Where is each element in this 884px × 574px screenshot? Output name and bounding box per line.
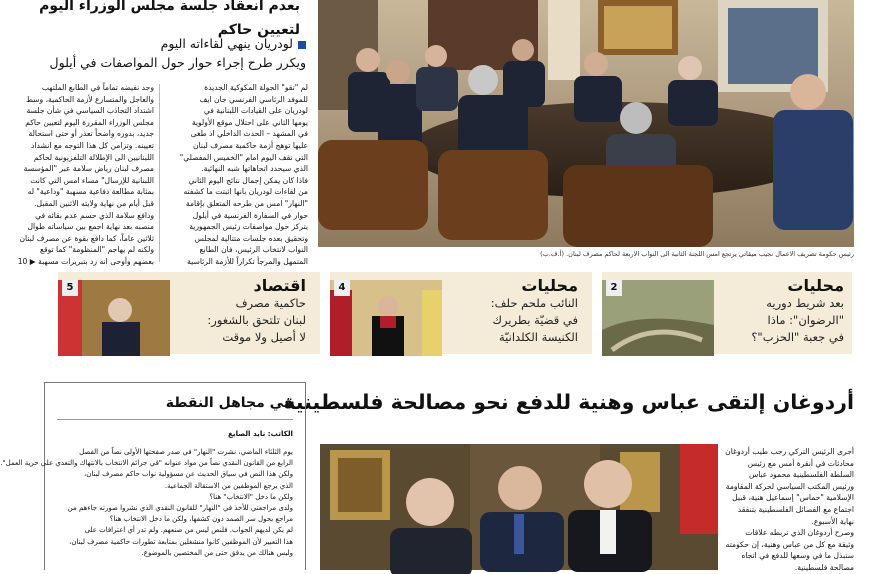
body-text-line: ورئيس المكتب السياسي لحركة المقاومة bbox=[725, 481, 854, 491]
body-text-line: لم يكن لديهم الجواب. فلنص ليس من صنعهم. ولم تدر أي اعترافات على bbox=[84, 526, 293, 535]
body-text-line: قبل أيام من نهاية ولايته الاثنين المقبل. bbox=[34, 198, 154, 208]
teaser-text-line: في قضيّة بطريرك bbox=[492, 313, 578, 327]
second-headline: أردوغان إلتقى عباس وهنية للدفع نحو مصالحة فلسطينية bbox=[283, 390, 854, 414]
body-text-line: والعاجل والمتسارع لأزمة الحاكمية، وسط bbox=[25, 94, 154, 104]
teaser-local-2[interactable] bbox=[330, 272, 592, 354]
body-text-line: المتمهل والمرجأ تكراراً للأزمة الرئاسية bbox=[187, 256, 308, 266]
sub-headline bbox=[16, 34, 306, 73]
body-text-line: محادثات في أنقرة أمس مع رئيس bbox=[747, 458, 854, 468]
body-text-line: هذا التعبير لأن الموظفين كانوا منشغلين بمتابعة تطورات حاكمية مصرف لبنان، bbox=[69, 537, 293, 546]
opinion-title-rule bbox=[57, 419, 293, 420]
body-text-line: لودريان على القيادات اللبنانية في bbox=[203, 106, 308, 116]
top-story-body-left bbox=[14, 82, 154, 264]
body-text-line: مجلس الوزراء المقررة اليوم لتعيين حاكم bbox=[25, 117, 154, 127]
body-text-line: يوم الثلثاء الماضي، نشرت "النهار" في صدر صفحتها الأولى نصاً من الفصل bbox=[79, 448, 293, 456]
body-text-line: ستبذل ما في وسعها للدفع في اتجاه bbox=[741, 551, 854, 561]
body-text-line: وثيقة مع كل من عباس وهنية، إن حكومته bbox=[725, 539, 854, 549]
body-text-line: بعضهم وأوحى انه رد بتبريرات مسهبة ▶ 10 bbox=[17, 256, 154, 266]
teaser-text-line: بعد شريط دوريه bbox=[766, 296, 844, 310]
teaser-text-line: النائب ملحم حلف: bbox=[490, 296, 578, 310]
photo-caption: رئيس حكومة تصريف الاعمال نجيب ميقاتي يرتجع امس اللجنة الثانية الى النواب الاربعة لحاكم مصرف لبنان. (أ.ف.ب) bbox=[540, 250, 854, 258]
body-text-line: وجد نفيضه تماماً في الطابع الملتهب bbox=[41, 83, 154, 92]
body-text-line: أجرى الرئيس التركي رجب طيب أردوغان bbox=[725, 447, 854, 456]
teaser-category: محليات bbox=[521, 276, 578, 295]
body-text-line: فاذا كان يمكن إجمال نتائج اليوم الثاني bbox=[188, 175, 308, 185]
body-text-line: مصالحة فلسطينية. bbox=[794, 562, 854, 572]
body-text-line: حوار في السفارة الفرنسية في أيلول bbox=[192, 210, 308, 220]
body-text-line: جديد، بدوره واضحاً تعذر أو حتى استحالة bbox=[28, 129, 154, 139]
teaser-category: محليات bbox=[787, 276, 844, 295]
body-text-line: الرابع من القانون النقدي نصاً من مواد عنوانه "في جرائم الانتخاب بالانتهاك والتعدي على حرية العمل". bbox=[0, 459, 293, 468]
teaser-page-number: 2 bbox=[606, 280, 622, 296]
body-text-line: ولدى مراجعتي للأخذ في "النهار" للقانون النقدي الذي نشروا صورته جاءهم من bbox=[67, 504, 293, 513]
body-text-line: "النهار" امس من طرحه المتعلق بإقامة bbox=[185, 198, 308, 208]
body-text-line: للموفد الرئاسي الفرنسي جان ايف bbox=[199, 94, 308, 104]
sub-headline-line1: لودريان ينهي لقاءاته اليوم bbox=[160, 36, 293, 51]
bullet-icon bbox=[298, 41, 306, 49]
body-text-line: التي تقف اليوم امام "الخميس المفصلي" bbox=[179, 152, 308, 162]
second-story-body bbox=[726, 446, 854, 570]
column-divider bbox=[159, 84, 160, 262]
teaser-text-line: حاكمية مصرف bbox=[235, 296, 306, 310]
body-text-line: الإسلامية "حماس" إسماعيل هنية، قبيل bbox=[732, 493, 854, 503]
body-text-line: الذي يرجع الموظفين من الاستقالة الجماعية. bbox=[164, 481, 293, 490]
body-text-line: مراجع يحول سر الصمد دون كشفها، ولكن ما دخل الانتخاب هنا؟ bbox=[109, 515, 293, 524]
body-text-line: الذي سيحدد اتجاهاتها شبه النهائية. bbox=[201, 164, 308, 174]
body-text-line: النواب لانتخاب الرئيس، فان الطابع bbox=[199, 245, 308, 255]
teaser-local-1[interactable] bbox=[602, 272, 852, 354]
sub-headline-line2: ويكرر طرح إجراء حوار حول المواصفات في أيلول bbox=[49, 55, 306, 70]
body-text-line: بمثابة مطالعة دفاعية مسهبة "وداعية" له bbox=[27, 187, 154, 197]
teaser-text-line: في جعبة "الحزب"؟ bbox=[751, 330, 844, 344]
body-text-line: لم "تقو" الجولة المكوكية الجديدة bbox=[204, 83, 308, 92]
opinion-title: في مجاهل النقطة bbox=[165, 395, 293, 411]
teaser-text-line: لا أصيل ولا موقت bbox=[222, 330, 306, 344]
body-text-line: ولكن هذا النص في سياق الحديث عن مسؤولية نواب حاكم مصرف لبنان، bbox=[84, 470, 293, 479]
teaser-page-number: 5 bbox=[62, 280, 78, 296]
body-text-line: تعيينه. وتزامن كل هذا التوجه مع انشداد bbox=[30, 140, 154, 150]
body-text-line: اللبنانية للإرسال" مساء امس التي كانت bbox=[30, 175, 154, 185]
body-text-line: في المشهد – الحدث الداخلي اذ طغى bbox=[190, 129, 308, 139]
body-text-line: عليها توهج أزمة حاكمية مصرف لبنان bbox=[193, 140, 308, 150]
body-text-line: مصرف لبنان رياض سلامة عبر "المؤسسة bbox=[23, 164, 154, 174]
body-text-line: اشتداد التجاذب السياسي في شأن جلسة bbox=[26, 106, 154, 116]
body-text-line: من لقاءات لودريان بانها اثبتت ما كشفته bbox=[183, 187, 308, 197]
body-text-line: وتحقيق بعده جلسات متتالية لمجلس bbox=[194, 233, 308, 243]
opinion-body bbox=[0, 447, 293, 571]
body-text-line: اللبنانيين الى الإطلالة التلفزيونية لحاكم bbox=[33, 152, 154, 162]
opinion-box bbox=[0, 382, 306, 570]
teaser-economy[interactable] bbox=[58, 272, 320, 354]
body-text-line: منصبه بعد نهاية اجمع بين سياساته طوال bbox=[27, 222, 154, 232]
teaser-text-line: الكنيسة الكلدانيّة bbox=[499, 330, 578, 344]
body-text-line: السلطة الفلسطينية محمود عباس bbox=[748, 470, 854, 480]
opinion-author: الكاتب: نايد الصايغ bbox=[227, 429, 293, 438]
top-headline-tail: بعدم انعقاد جلسة مجلس الوزراء اليوم لتعيين حاكم bbox=[39, 0, 300, 38]
teaser-page-number: 4 bbox=[334, 280, 350, 296]
body-text-line: ثلاثين عاماً، كما دافع بقوة عن مصرف لبنان bbox=[19, 233, 154, 243]
body-text-line: يتركز حول مواصفات رئيس الجمهورية bbox=[189, 222, 308, 232]
teaser-text-line: لبنان تلتحق بالشغور: bbox=[207, 313, 306, 327]
body-text-line: ولكن ما دخل "الانتخاب" هنا؟ bbox=[209, 492, 293, 501]
leaders-photo bbox=[320, 444, 718, 570]
body-text-line: ودافع سلامة الذي حسم عدم بقائه في bbox=[35, 210, 154, 220]
teaser-category: اقتصاد bbox=[253, 276, 306, 295]
body-text-line: نهاية الأسبوع. bbox=[811, 516, 854, 526]
top-story-body-right bbox=[162, 82, 308, 264]
body-text-line: يومها الثاني على احتلال موقع الأولوية bbox=[191, 117, 308, 127]
teaser-text-line: "الرضوان": ماذا bbox=[767, 313, 844, 327]
body-text-line: وصرح أردوغان الذي تربطه علاقات bbox=[745, 528, 854, 538]
body-text-line: اجتماع مع الفصائل الفلسطينية بتنفقد bbox=[737, 504, 854, 514]
meeting-photo bbox=[318, 0, 854, 247]
body-text-line: وليس هنالك من يدقق حتى من المختصين بالموضوع. bbox=[141, 548, 293, 557]
body-text-line: ولكنه لم يهاجم "المنظومة" كما توقع bbox=[39, 245, 154, 255]
